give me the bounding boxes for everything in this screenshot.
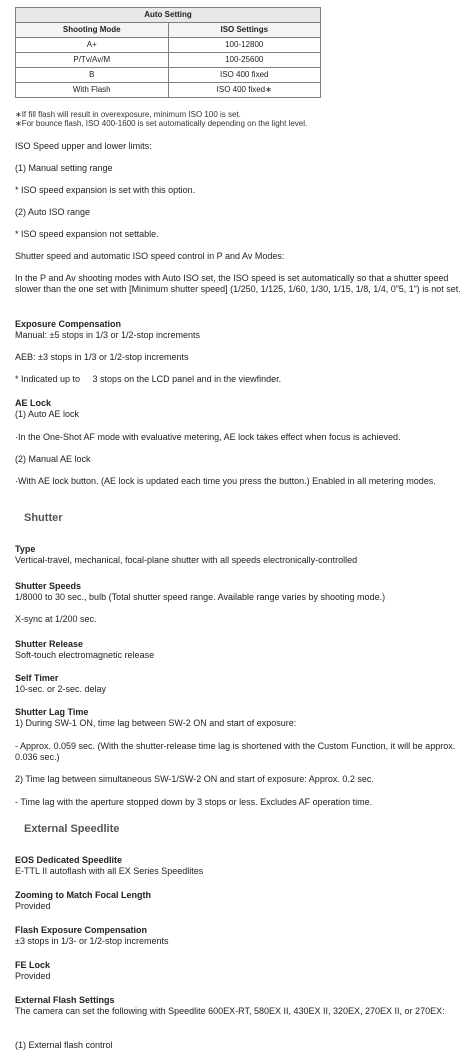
table-cell: P/Tv/Av/M (16, 53, 169, 68)
shutter-release-heading: Shutter Release (15, 639, 84, 649)
iso-limits-title: ISO Speed upper and lower limits: (15, 141, 152, 151)
iso-manual-note: * ISO speed expansion is set with this option. (15, 185, 196, 195)
footnote: ∗If fill flash will result in overexposure, minimum ISO 100 is set. (15, 110, 241, 119)
table-footnotes (15, 110, 465, 128)
table-cell: 100-12800 (168, 38, 321, 53)
table-title-row (16, 8, 321, 23)
iso-manual-range: (1) Manual setting range (15, 163, 113, 173)
section-title-speedlite: External Speedlite (24, 823, 120, 835)
ae-lock-auto-text: ·In the One-Shot AF mode with evaluative metering, AE lock takes effect when focus is achieved. (15, 432, 401, 442)
exposure-compensation (15, 319, 463, 341)
external-flash-text: The camera can set the following with Speedlite 600EX-RT, 580EX II, 430EX II, 320EX, 270EX II, or 270EX: (15, 1006, 445, 1016)
table-cell: 100-25600 (168, 53, 321, 68)
shutter-lag-2: 2) Time lag between simultaneous SW-1/SW-2 ON and start of exposure: Approx. 0.2 sec. (15, 774, 374, 784)
self-timer-text: 10-sec. or 2-sec. delay (15, 684, 107, 694)
exposure-indicated: * Indicated up to 3 stops on the LCD panel and in the viewfinder. (15, 374, 282, 384)
eos-speedlite-text: E-TTL II autoflash with all EX Series Speedlites (15, 866, 204, 876)
table-header-row (16, 23, 321, 38)
zoom-focal (15, 890, 463, 912)
eos-speedlite (15, 855, 463, 877)
shutter-auto-iso-text: In the P and Av shooting modes with Auto ISO set, the ISO speed is set automatically so that a shutter speed slower than the one set with [Minimum shutter speed] (1/250, 1/125, 1/60, 1/30, 1/15, 1/8, 1/4, 0”5, 1”) is not set. (15, 273, 461, 294)
ae-lock-auto: (1) Auto AE lock (15, 409, 80, 419)
shutter-type-text: Vertical-travel, mechanical, focal-plane shutter with all speeds electronically-controlled (15, 555, 358, 565)
table-cell: With Flash (16, 83, 169, 98)
shutter-release (15, 639, 463, 661)
exposure-manual: Manual: ±5 stops in 1/3 or 1/2-stop increments (15, 330, 201, 340)
flash-exposure-comp-text: ±3 stops in 1/3- or 1/2-stop increments (15, 936, 169, 946)
fe-lock (15, 960, 463, 982)
shutter-lag-1: 1) During SW-1 ON, time lag between SW-2 ON and start of exposure: (15, 718, 297, 728)
shutter-speeds (15, 581, 463, 603)
table-row (16, 83, 321, 98)
shutter-type-heading: Type (15, 544, 36, 554)
shutter-xsync: X-sync at 1/200 sec. (15, 614, 97, 624)
shutter-speeds-text: 1/8000 to 30 sec., bulb (Total shutter speed range. Available range varies by shooting mode.) (15, 592, 386, 602)
table-cell: ISO 400 fixed (168, 68, 321, 83)
ae-lock-manual: (2) Manual AE lock (15, 454, 91, 464)
ae-lock-heading: AE Lock (15, 398, 52, 408)
column-header: ISO Settings (168, 23, 321, 38)
shutter-lag-1-value: - Approx. 0.059 sec. (With the shutter-release time lag is shortened with the Custom Function, it will be approx. 0.036 sec.) (15, 741, 456, 762)
external-flash-control: (1) External flash control (15, 1040, 113, 1050)
eos-speedlite-heading: EOS Dedicated Speedlite (15, 855, 123, 865)
fe-lock-text: Provided (15, 971, 51, 981)
exposure-aeb: AEB: ±3 stops in 1/3 or 1/2-stop increments (15, 352, 189, 362)
zoom-focal-heading: Zooming to Match Focal Length (15, 890, 151, 900)
self-timer (15, 673, 463, 695)
self-timer-heading: Self Timer (15, 673, 59, 683)
fe-lock-heading: FE Lock (15, 960, 51, 970)
table-cell: B (16, 68, 169, 83)
exposure-heading: Exposure Compensation (15, 319, 122, 329)
flash-exposure-comp (15, 925, 463, 947)
shutter-auto-iso-title: Shutter speed and automatic ISO speed control in P and Av Modes: (15, 251, 285, 261)
external-flash-settings (15, 995, 463, 1017)
footnote: ∗For bounce flash, ISO 400-1600 is set automatically depending on the light level. (15, 119, 308, 128)
section-title-shutter: Shutter (24, 512, 63, 524)
shutter-release-text: Soft-touch electromagnetic release (15, 650, 155, 660)
zoom-focal-text: Provided (15, 901, 51, 911)
iso-auto-range: (2) Auto ISO range (15, 207, 91, 217)
table-row (16, 68, 321, 83)
table-row (16, 38, 321, 53)
table-title: Auto Setting (16, 8, 321, 23)
table-cell: A+ (16, 38, 169, 53)
ae-lock (15, 398, 463, 420)
table-cell: ISO 400 fixed∗ (168, 83, 321, 98)
auto-setting-table (15, 7, 321, 98)
flash-exposure-comp-heading: Flash Exposure Compensation (15, 925, 148, 935)
shutter-speeds-heading: Shutter Speeds (15, 581, 82, 591)
shutter-lag (15, 707, 463, 729)
table-row (16, 53, 321, 68)
external-flash-heading: External Flash Settings (15, 995, 115, 1005)
shutter-type (15, 544, 463, 566)
shutter-lag-heading: Shutter Lag Time (15, 707, 89, 717)
ae-lock-manual-text: ·With AE lock button. (AE lock is updated each time you press the button.) Enabled in all metering modes. (15, 476, 436, 486)
shutter-lag-3: - Time lag with the aperture stopped down by 3 stops or less. Excludes AF operation time. (15, 797, 373, 807)
column-header: Shooting Mode (16, 23, 169, 38)
iso-auto-note: * ISO speed expansion not settable. (15, 229, 159, 239)
